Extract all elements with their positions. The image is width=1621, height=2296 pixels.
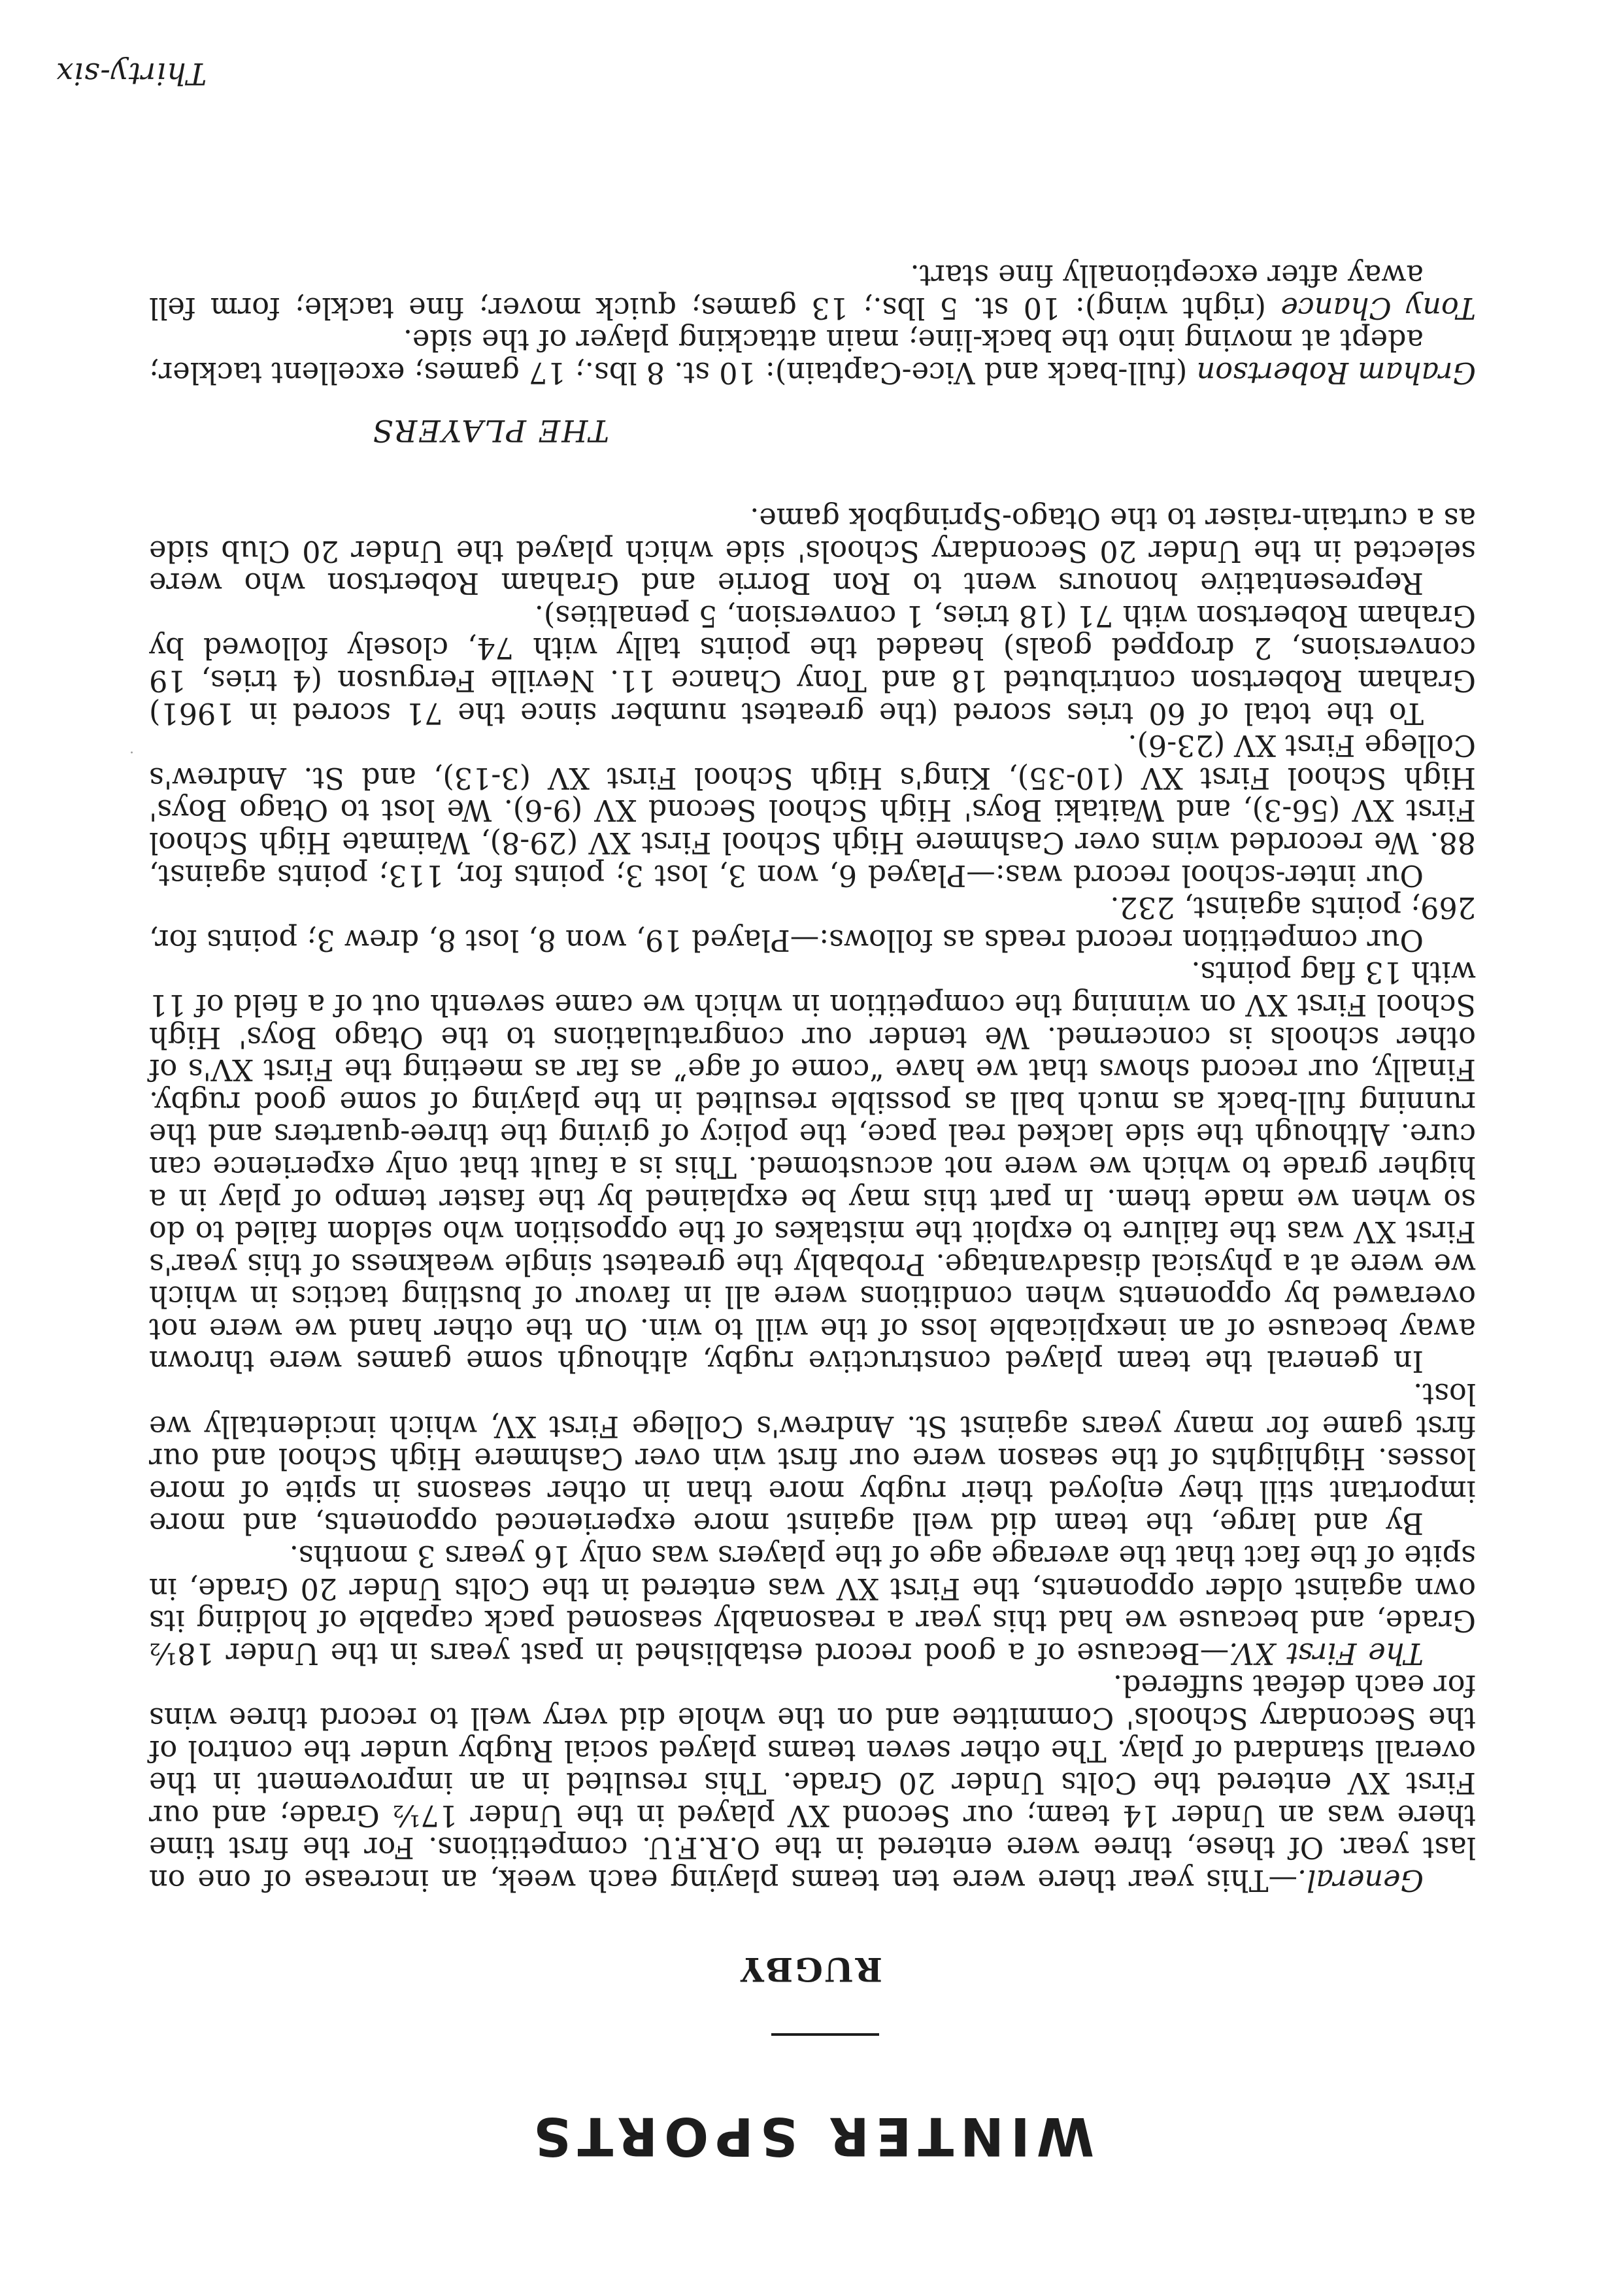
paragraph-representative-honours: [149, 501, 1476, 599]
article-body: [149, 501, 1476, 1896]
paragraph-text: —Because of a good record established in past years in the Under 18½ Grade, and because we had this year a reasonably seasoned pack capable of holding its own against older opponents, the First XV was entered in the Colts Under 20 Grade, in spite of the fact that the average age of the players was only 16 years 3 months.: [149, 1539, 1476, 1670]
paragraph-in-general: [149, 956, 1476, 1377]
title-divider: [771, 2033, 879, 2036]
player-name: Graham Robertson: [1196, 356, 1476, 389]
paragraph-text: Our competition record reads as follows:—Played 19, won 8, lost 8, drew 3; points for, 269; points against, 232.: [149, 890, 1476, 956]
paragraph-inter-school-record: [149, 729, 1476, 891]
player-entry: [149, 324, 1476, 388]
section-title: WINTER SPORTS: [526, 2106, 1095, 2167]
paragraph-text: By and large, the team did well against more experienced opponents, and more important still they enjoyed their rugby more than in other seasons in spite of more losses. Highlights of the season were our first win over Cashmere High School and our first game for many years against St. Andrew's College First XV, which incidentally we lost.: [149, 1377, 1476, 1540]
paragraph-competition-record: [149, 891, 1476, 956]
players-list: [149, 259, 1476, 388]
player-name: Tony Chance: [1280, 290, 1476, 324]
paragraph-text: Our inter-school record was:—Played 6, won 3, lost 3; points for, 113; points against, 88. We recorded wins over Cashmere High School First XV (29-8), Waimate High School First XV (56-3), and Waitaki Boys' High School Second XV (9-6). We lost to Otago Boys' High School First XV (10-35), King's High School First XV (3-13), and St. Andrew's College First XV (23-6).: [149, 728, 1476, 892]
player-description: (full-back and Vice-Captain): 10 st. 8 lbs.; 17 games; excellent tackler; adept at moving into the back-line; main attacking player of the side.: [149, 323, 1424, 389]
player-description: (right wing): 10 st. 5 lbs.; 13 games; quick mover; fine tackle; form fell away after exceptionally fine start.: [149, 258, 1424, 324]
paragraph-text: To the total of 60 tries scored (the greatest number since the 71 scored in 1961) Graham Robertson contributed 18 and Tony Chance 11. Neville Ferguson (4 tries, 19 conversions, 2 dropped goals) headed the points tally with 74, closely followed by Graham Robertson with 71 (18 tries, 1 conversion, 5 penalties).: [149, 598, 1476, 730]
subsection-title: RUGBY: [739, 1950, 882, 1989]
players-heading: THE PLAYERS: [371, 413, 609, 448]
paragraph-first-xv: [149, 1539, 1476, 1668]
player-entry: [149, 259, 1476, 324]
paragraph-by-and-large: [149, 1377, 1476, 1540]
paragraph-text: In general the team played constructive rugby, although some games were thrown away because of an inexplicable loss of the will to win. On the other hand we were not overawed by opponents when conditions were all in favour of bustling tactics in which we were at a physical disadvantage. Probably the greatest single weakness of this year's First XV was the failure to exploit the mistakes of the opposition who seldom failed to do so when we made them. In part this may be explained by the faster tempo of play in a higher grade to which we were not accustomed. This is a fault that only experience can cure. Although the side lacked real pace, the policy of giving the three-quarters and the running full-back as much ball as possible resulted in the playing of some good rugby. Finally, our record shows that we have “come of age” as far as meeting the First XV's of other schools is concerned. We tender our congratulations to the Otago Boys' High School First XV on winning the competition in which we came seventh out of a field of 11 with 13 flag points.: [149, 955, 1476, 1378]
page-number: Thirty-six: [56, 56, 207, 92]
paragraph-text: —This year there were ten teams playing each week, an increase of one on last year. Of these, three were entered in the O.R.F.U. competitions. For the first time there was an Under 14 team; our Second XV played in the Under 17½ Grade; and our First XV entered the Colts Under 20 Grade. This resulted in an improvement in the overall standard of play. The other seven teams played social Rugby under the control of the Secondary Schools' Committee and on the whole did very well to record three wins for each defeat suffered.: [149, 1668, 1476, 1897]
scan-speck: ·: [129, 743, 134, 760]
paragraph-lead: General.: [1297, 1863, 1424, 1897]
paragraph-lead: The First XV.: [1229, 1636, 1424, 1670]
paragraph-text: Representative honours went to Ron Borrie and Graham Robertson who were selected in the Under 20 Secondary Schools' side which played the Under 20 Club side as a curtain-raiser to the Otago-Springbok game.: [149, 501, 1476, 600]
paragraph-general: [149, 1669, 1476, 1896]
paragraph-tries: [149, 599, 1476, 728]
